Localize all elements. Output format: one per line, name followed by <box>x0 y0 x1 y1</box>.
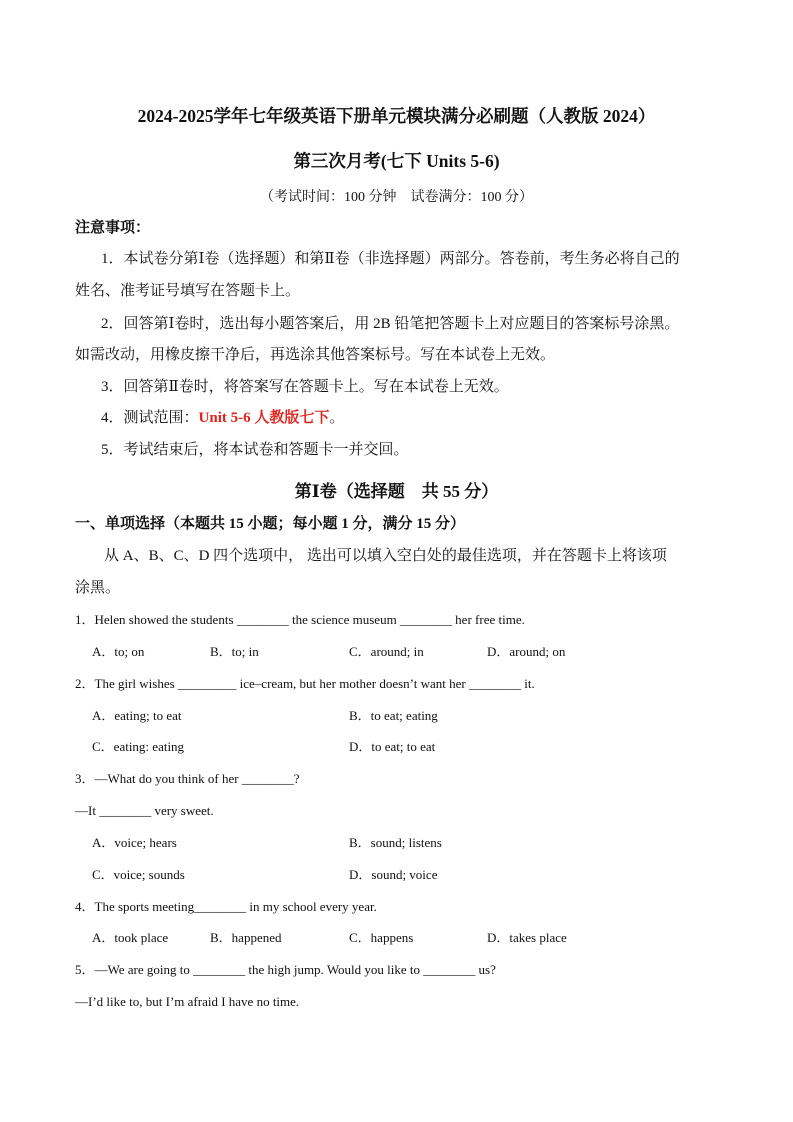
document-subtitle: 第三次月考(七下 Units 5-6) <box>293 151 500 171</box>
question-1-option-c[interactable]: C．around; in <box>349 644 424 659</box>
note-2-line-1: 2．回答第Ⅰ卷时，选出每小题答案后，用 2B 铅笔把答题卡上对应题目的答案标号涂黑。 <box>101 316 680 332</box>
exam-info: （考试时间：100 分钟 试卷满分：100 分） <box>260 190 533 205</box>
note-4-prefix: 4．测试范围： <box>101 410 199 426</box>
note-4-scope: Unit 5-6 人教版七下 <box>198 410 330 426</box>
question-1-option-b[interactable]: B．to; in <box>210 644 259 659</box>
part-title: 第Ⅰ卷（选择题 共 55 分） <box>294 482 499 501</box>
question-4-option-a[interactable]: A．took place <box>92 930 169 945</box>
note-5: 5．考试结束后，将本试卷和答题卡一并交回。 <box>101 442 409 458</box>
question-2-stem: 2．The girl wishes _________ ice–cream, but her mother doesn’t want her ________ it. <box>75 676 535 691</box>
question-5-stem-reply: —I’d like to, but I’m afraid I have no time. <box>75 994 300 1009</box>
question-3-option-c[interactable]: C．voice; sounds <box>92 867 185 882</box>
question-4-option-d[interactable]: D．takes place <box>487 930 567 945</box>
question-4-stem: 4．The sports meeting________ in my school every year. <box>75 899 377 914</box>
section-instruction-line-1: 从 A、B、C、D 四个选项中， 选出可以填入空白处的最佳选项，并在答题卡上将该项 <box>104 548 667 564</box>
question-1-stem: 1．Helen showed the students ________ the science museum ________ her free time. <box>75 612 525 627</box>
note-3: 3．回答第Ⅱ卷时，将答案写在答题卡上。写在本试卷上无效。 <box>101 379 509 395</box>
question-1-option-a[interactable]: A．to; on <box>92 644 145 659</box>
question-2-option-a[interactable]: A．eating; to eat <box>92 708 182 723</box>
note-1-line-2: 姓名、准考证号填写在答题卡上。 <box>75 283 301 299</box>
question-4-option-c[interactable]: C．happens <box>349 930 414 945</box>
question-2-option-c[interactable]: C．eating: eating <box>92 739 185 754</box>
notes-heading: 注意事项： <box>75 220 151 236</box>
question-3-option-b[interactable]: B．sound; listens <box>349 835 442 850</box>
note-2-line-2: 如需改动，用橡皮擦干净后，再选涂其他答案标号。写在本试卷上无效。 <box>75 347 556 363</box>
question-1-option-d[interactable]: D．around; on <box>487 644 566 659</box>
question-3-option-d[interactable]: D．sound; voice <box>349 867 438 882</box>
question-5-stem: 5．—We are going to ________ the high jump. Would you like to ________ us? <box>75 962 496 977</box>
question-3-stem: 3．—What do you think of her ________? <box>75 771 300 786</box>
section-heading: 一、单项选择（本题共 15 小题；每小题 1 分，满分 15 分） <box>75 516 466 532</box>
note-1-line-1: 1．本试卷分第Ⅰ卷（选择题）和第Ⅱ卷（非选择题）两部分。答卷前，考生务必将自己的 <box>101 251 680 267</box>
document-title: 2024-2025学年七年级英语下册单元模块满分必刷题（人教版 2024） <box>137 106 656 126</box>
question-3-option-a[interactable]: A．voice; hears <box>92 835 177 850</box>
section-instruction-line-2: 涂黑。 <box>75 580 121 596</box>
question-3-stem-reply: —It ________ very sweet. <box>75 803 214 818</box>
note-4 <box>101 408 344 428</box>
note-4-suffix: 。 <box>329 410 345 426</box>
question-4-option-b[interactable]: B．happened <box>210 930 282 945</box>
question-2-option-d[interactable]: D．to eat; to eat <box>349 739 436 754</box>
question-2-option-b[interactable]: B．to eat; eating <box>349 708 438 723</box>
